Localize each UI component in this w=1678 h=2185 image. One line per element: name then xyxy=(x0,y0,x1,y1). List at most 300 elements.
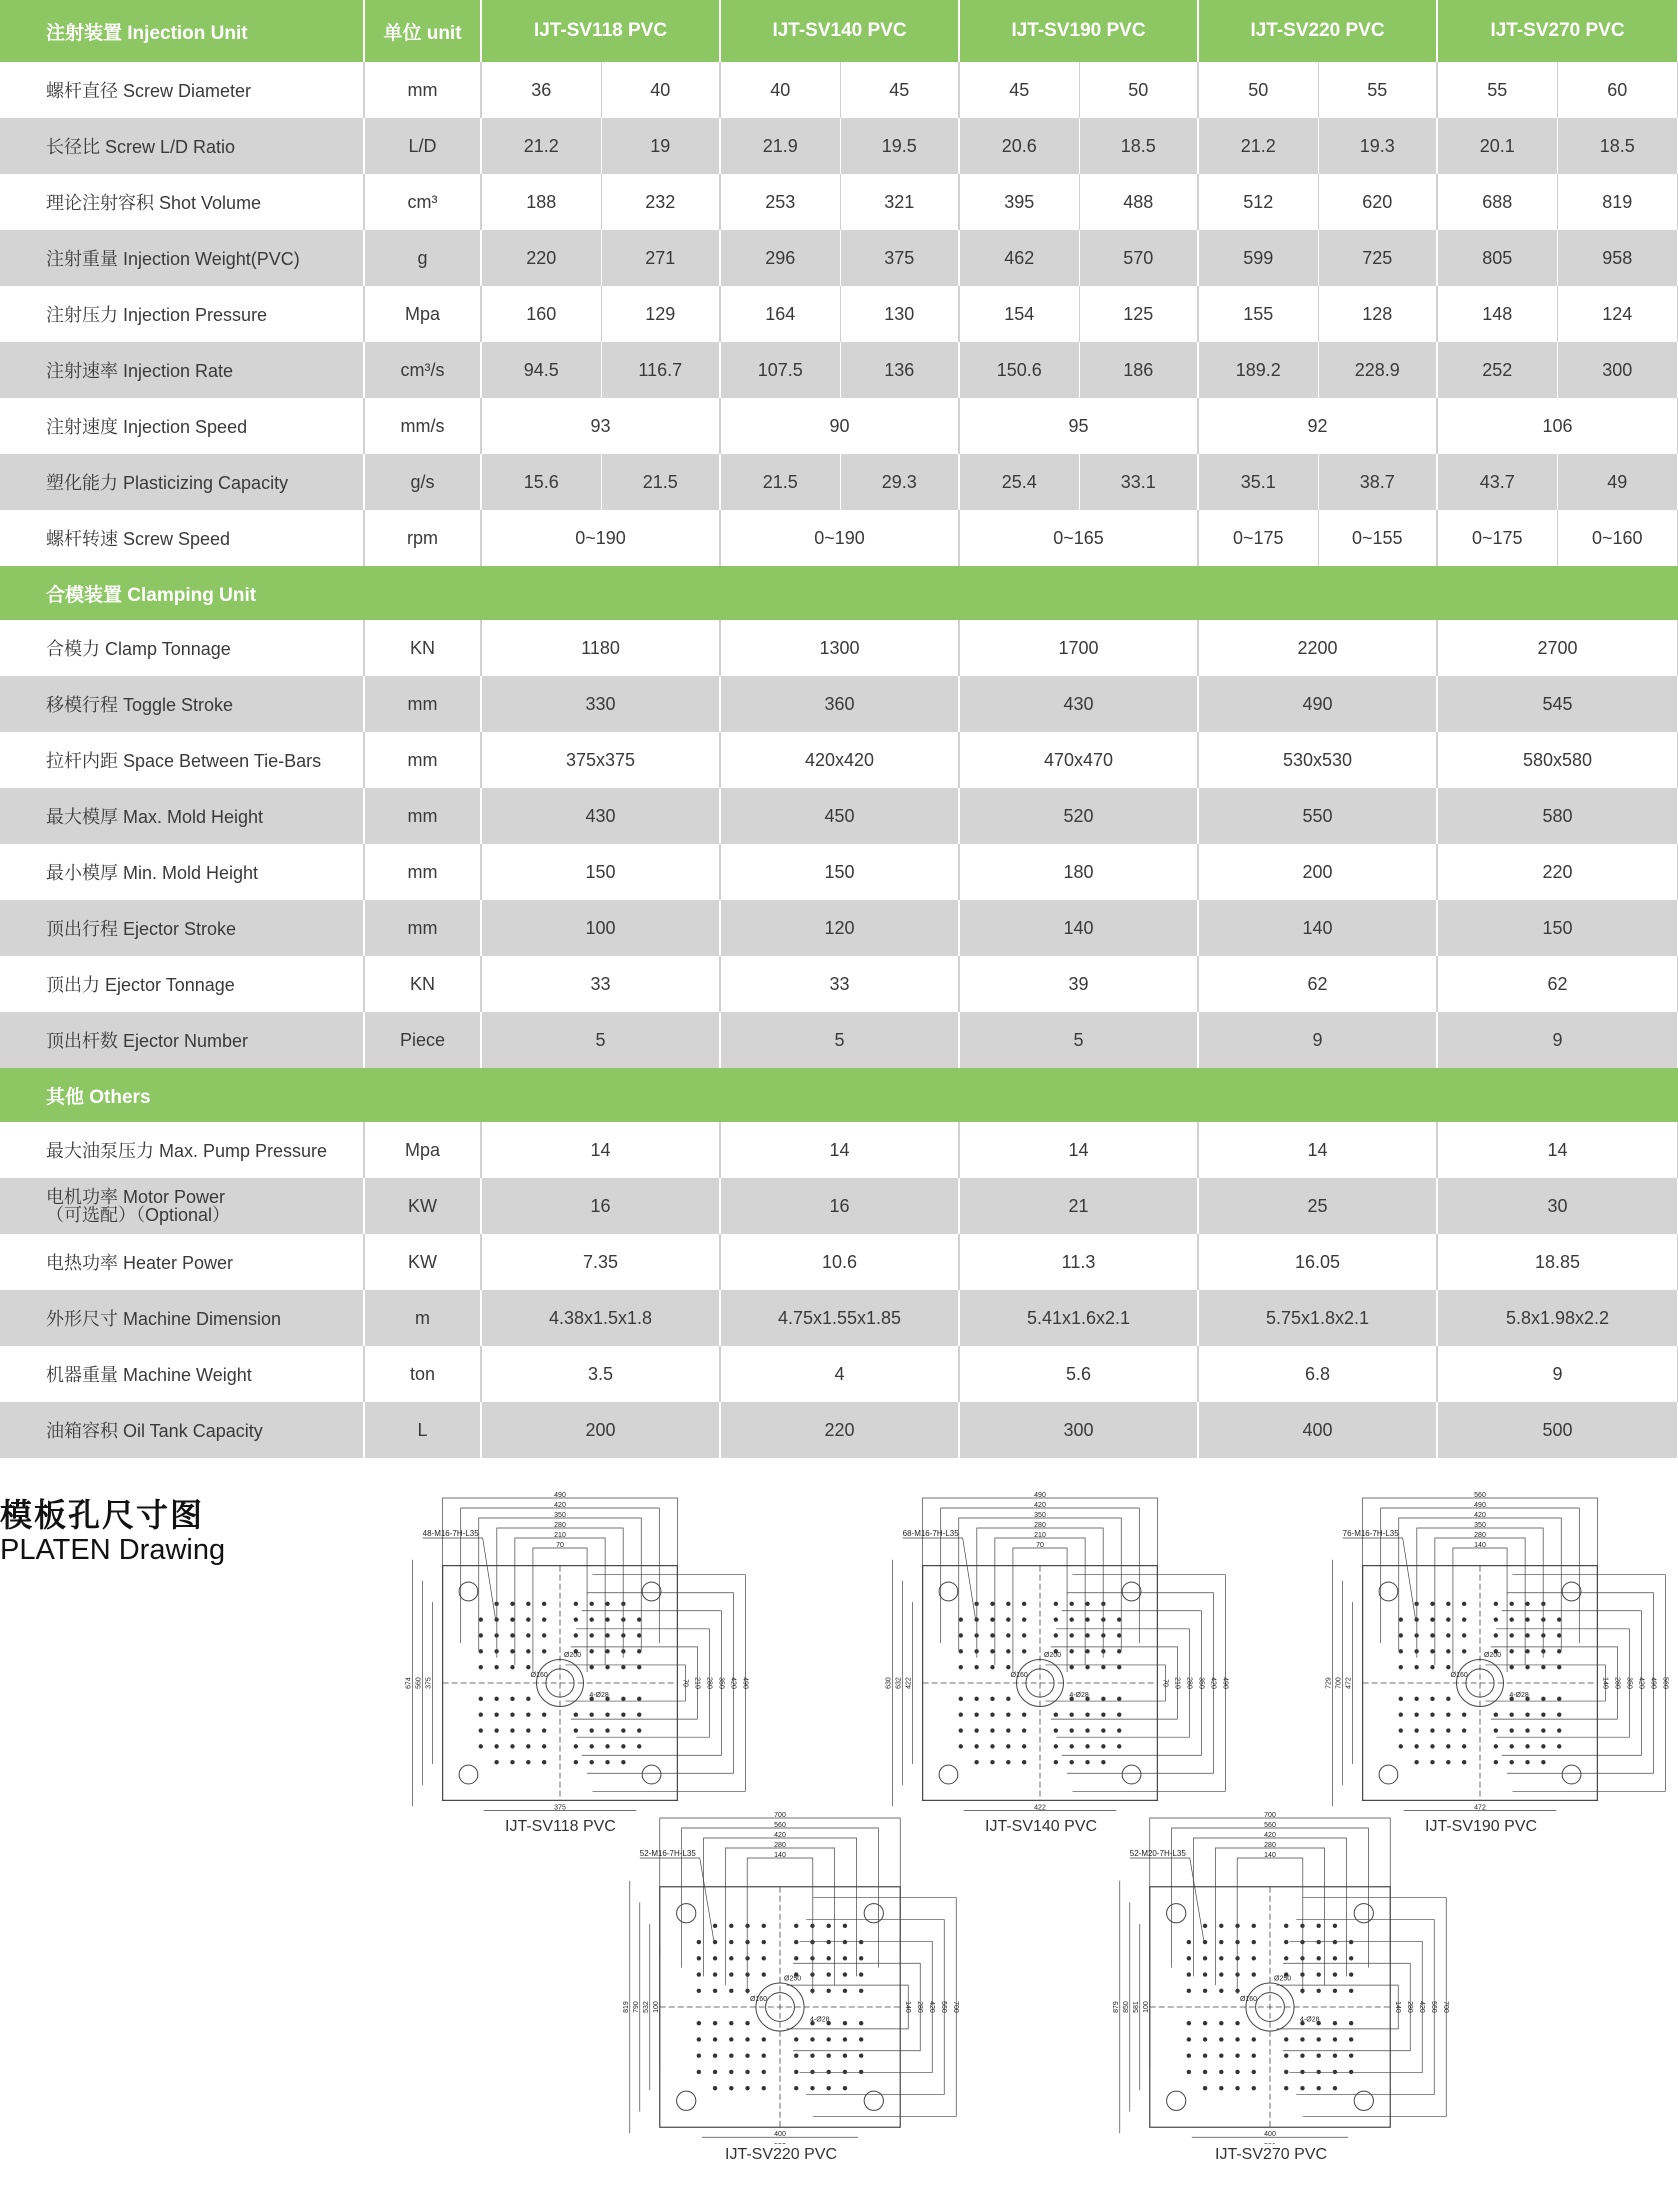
mounting-hole xyxy=(605,1617,609,1621)
mounting-hole xyxy=(479,1712,483,1716)
mounting-hole xyxy=(1022,1649,1026,1653)
mounting-hole xyxy=(859,1956,863,1960)
tie-bar-hole xyxy=(939,1765,958,1784)
mounting-hole xyxy=(1187,1940,1191,1944)
unit-cell: L xyxy=(364,1402,481,1458)
mounting-hole xyxy=(1430,1744,1434,1748)
mounting-hole xyxy=(729,1924,733,1928)
hole-callout: 76-M16-7H-L35 xyxy=(1342,1529,1399,1538)
tie-bar-hole xyxy=(864,1904,883,1923)
mounting-hole xyxy=(1494,1602,1498,1606)
mounting-hole xyxy=(605,1744,609,1748)
platen-drawing xyxy=(810,1490,1250,1835)
row-label-text: 螺杆直径 Screw Diameter xyxy=(46,81,252,101)
value-cell: 5.75x1.8x2.1 xyxy=(1198,1290,1437,1346)
mounting-hole xyxy=(526,1760,530,1764)
mounting-hole xyxy=(1525,1633,1529,1637)
mounting-hole xyxy=(794,1940,798,1944)
dimension-label: 560 xyxy=(940,2001,948,2013)
mounting-hole xyxy=(1203,2021,1207,2025)
row-label-text: 塑化能力 Plasticizing Capacity xyxy=(46,473,289,493)
value-cell: 5.41x1.6x2.1 xyxy=(959,1290,1198,1346)
unit-cell: mm xyxy=(364,732,481,788)
mounting-hole xyxy=(1006,1633,1010,1637)
mounting-hole xyxy=(1187,2053,1191,2057)
value-cell: 395 xyxy=(959,174,1079,230)
table-row xyxy=(0,230,1678,286)
mounting-hole xyxy=(1219,2053,1223,2057)
mounting-hole xyxy=(589,1617,593,1621)
value-cell: 462 xyxy=(959,230,1079,286)
mounting-hole xyxy=(542,1633,546,1637)
mounting-hole xyxy=(1054,1744,1058,1748)
value-cell: 19.3 xyxy=(1318,118,1437,174)
value-cell: 40 xyxy=(601,62,720,118)
dimension-label: 700 xyxy=(1264,1812,1276,1819)
platen-caption: IJT-SV270 PVC xyxy=(1215,2146,1328,2163)
unit-cell: L/D xyxy=(364,118,481,174)
value-cell: 4 xyxy=(720,1346,959,1402)
ring-diameter-label: Ø160 xyxy=(1239,1995,1258,2003)
mounting-hole xyxy=(1399,1697,1403,1701)
value-cell: 7.35 xyxy=(481,1234,720,1290)
row-label xyxy=(0,118,364,174)
value-cell: 130 xyxy=(840,286,959,342)
mounting-hole xyxy=(1069,1760,1073,1764)
value-cell: 300 xyxy=(1557,342,1678,398)
value-cell: 155 xyxy=(1198,286,1318,342)
dimension-label: 210 xyxy=(1034,1532,1046,1539)
tie-bar-hole xyxy=(1354,1904,1373,1923)
value-cell: 1180 xyxy=(481,620,720,676)
mounting-hole xyxy=(1316,1972,1320,1976)
row-label-text: 长径比 Screw L/D Ratio xyxy=(46,137,236,157)
mounting-hole xyxy=(843,2086,847,2090)
mounting-hole xyxy=(843,2070,847,2074)
mounting-hole xyxy=(1414,1712,1418,1716)
unit-cell: Mpa xyxy=(364,1122,481,1178)
mounting-hole xyxy=(810,2070,814,2074)
dimension-label: 729 xyxy=(1325,1677,1333,1689)
mounting-hole xyxy=(1541,1712,1545,1716)
value-cell: 60 xyxy=(1557,62,1678,118)
value-cell: 500 xyxy=(1437,1402,1678,1458)
value-cell: 150 xyxy=(1437,900,1678,956)
mounting-hole xyxy=(1219,2086,1223,2090)
mounting-hole xyxy=(1316,2053,1320,2057)
tie-bar-hole xyxy=(459,1765,478,1784)
row-label xyxy=(0,62,364,118)
mounting-hole xyxy=(479,1744,483,1748)
mounting-hole xyxy=(794,2070,798,2074)
mounting-hole xyxy=(1101,1760,1105,1764)
value-cell: 49 xyxy=(1557,454,1678,510)
dimension-label: 210 xyxy=(1173,1677,1181,1689)
mounting-hole xyxy=(479,1697,483,1701)
mounting-hole xyxy=(959,1665,963,1669)
mounting-hole xyxy=(1252,1972,1256,1976)
value-cell: 43.7 xyxy=(1437,454,1557,510)
mounting-hole xyxy=(713,2070,717,2074)
mounting-hole xyxy=(826,2037,830,2041)
row-label xyxy=(0,956,364,1012)
center-diameter-label: Ø250 xyxy=(784,1975,802,1983)
value-cell: 107.5 xyxy=(720,342,840,398)
row-label-text: 电热功率 Heater Power xyxy=(46,1253,234,1273)
mounting-hole xyxy=(526,1602,530,1606)
mounting-hole xyxy=(794,2086,798,2090)
mounting-hole xyxy=(1117,1617,1121,1621)
mounting-hole xyxy=(810,2053,814,2057)
mounting-hole xyxy=(589,1602,593,1606)
mounting-hole xyxy=(1117,1665,1121,1669)
unit-cell: g xyxy=(364,230,481,286)
table-row xyxy=(0,844,1678,900)
mounting-hole xyxy=(605,1728,609,1732)
value-cell: 62 xyxy=(1437,956,1678,1012)
mounting-hole xyxy=(1022,1712,1026,1716)
mounting-hole xyxy=(1349,1989,1353,1993)
mounting-hole xyxy=(510,1649,514,1653)
mounting-hole xyxy=(729,2086,733,2090)
row-label-text: 机器重量 Machine Weight xyxy=(46,1365,252,1385)
mounting-hole xyxy=(1430,1633,1434,1637)
value-cell: 420x420 xyxy=(720,732,959,788)
mounting-hole xyxy=(1349,1940,1353,1944)
mounting-hole xyxy=(1069,1665,1073,1669)
mounting-hole xyxy=(1006,1649,1010,1653)
mounting-hole xyxy=(794,1924,798,1928)
mounting-hole xyxy=(697,2070,701,2074)
mounting-hole xyxy=(1284,1940,1288,1944)
row-label xyxy=(0,788,364,844)
mounting-hole xyxy=(990,1617,994,1621)
mounting-hole xyxy=(637,1712,641,1716)
mounting-hole xyxy=(1316,1940,1320,1944)
mounting-hole xyxy=(1525,1712,1529,1716)
table-row xyxy=(0,900,1678,956)
mounting-hole xyxy=(1085,1665,1089,1669)
dimension-label: 420 xyxy=(729,1677,737,1689)
mounting-hole xyxy=(1462,1617,1466,1621)
mounting-hole xyxy=(1006,1760,1010,1764)
mounting-hole xyxy=(1006,1697,1010,1701)
value-cell: 50 xyxy=(1198,62,1318,118)
mounting-hole xyxy=(1022,1728,1026,1732)
mounting-hole xyxy=(959,1649,963,1653)
value-cell: 15.6 xyxy=(481,454,601,510)
mounting-hole xyxy=(826,2070,830,2074)
value-cell: 150.6 xyxy=(959,342,1079,398)
table-row xyxy=(0,1122,1678,1178)
row-label-text: 最小模厚 Min. Mold Height xyxy=(46,863,259,883)
platen-caption: IJT-SV190 PVC xyxy=(1425,1818,1538,1835)
value-cell: 470x470 xyxy=(959,732,1198,788)
hole-callout: 52-M16-7H-L35 xyxy=(639,1849,696,1858)
mounting-hole xyxy=(1117,1744,1121,1748)
value-cell: 30 xyxy=(1437,1178,1678,1234)
value-cell: 520 xyxy=(959,788,1198,844)
mounting-hole xyxy=(762,2070,766,2074)
tie-bar-hole xyxy=(1167,2091,1186,2110)
dimension-label: 140 xyxy=(904,2001,912,2013)
value-cell: 106 xyxy=(1437,398,1678,454)
value-cell: 0~190 xyxy=(481,510,720,566)
value-cell: 164 xyxy=(720,286,840,342)
mounting-hole xyxy=(1187,2070,1191,2074)
unit-cell: mm xyxy=(364,788,481,844)
dimension-label: 490 xyxy=(741,1677,749,1689)
mounting-hole xyxy=(1525,1760,1529,1764)
mounting-hole xyxy=(826,1972,830,1976)
value-cell: 21.2 xyxy=(481,118,601,174)
mounting-hole xyxy=(1509,1728,1513,1732)
mounting-hole xyxy=(1101,1744,1105,1748)
mounting-hole xyxy=(1316,1956,1320,1960)
mounting-hole xyxy=(1541,1760,1545,1764)
mounting-hole xyxy=(1525,1602,1529,1606)
mounting-hole xyxy=(713,2086,717,2090)
value-cell: 25.4 xyxy=(959,454,1079,510)
mounting-hole xyxy=(1446,1728,1450,1732)
mounting-hole xyxy=(1054,1760,1058,1764)
dimension-label: 280 xyxy=(705,1677,713,1689)
dimension-label: 422 xyxy=(905,1677,913,1689)
tie-bar-hole xyxy=(642,1582,661,1601)
mounting-hole xyxy=(729,1989,733,1993)
dimension-label: 280 xyxy=(1185,1677,1193,1689)
tie-bar-hole xyxy=(1354,2091,1373,2110)
tie-bar-hole xyxy=(677,1904,696,1923)
table-row xyxy=(0,118,1678,174)
row-label xyxy=(0,1290,364,1346)
unit-cell: Piece xyxy=(364,1012,481,1068)
dimension-label: 790 xyxy=(632,2001,640,2013)
mounting-hole xyxy=(1414,1760,1418,1764)
mounting-hole xyxy=(1284,2053,1288,2057)
mounting-hole xyxy=(574,1633,578,1637)
mounting-hole xyxy=(843,2037,847,2041)
row-label xyxy=(0,1402,364,1458)
center-diameter-label: Ø250 xyxy=(1274,1975,1292,1983)
mounting-hole xyxy=(1117,1712,1121,1716)
mounting-hole xyxy=(1446,1633,1450,1637)
dimension-label: 560 xyxy=(1474,1492,1486,1499)
mounting-hole xyxy=(974,1744,978,1748)
small-hole-label: 4-Ø28 xyxy=(1509,1692,1529,1700)
mounting-hole xyxy=(1446,1649,1450,1653)
dimension-label: 280 xyxy=(916,2001,924,2013)
row-label xyxy=(0,1346,364,1402)
mounting-hole xyxy=(843,1940,847,1944)
dimension-label: 420 xyxy=(1264,1832,1276,1839)
mounting-hole xyxy=(1557,1649,1561,1653)
mounting-hole xyxy=(1509,1760,1513,1764)
dimension-label: 350 xyxy=(554,1512,566,1519)
value-cell: 154 xyxy=(959,286,1079,342)
value-cell: 450 xyxy=(720,788,959,844)
unit-cell: KN xyxy=(364,956,481,1012)
value-cell: 5 xyxy=(720,1012,959,1068)
mounting-hole xyxy=(1300,2037,1304,2041)
unit-cell: m xyxy=(364,1290,481,1346)
value-cell: 124 xyxy=(1557,286,1678,342)
mounting-hole xyxy=(1446,1712,1450,1716)
mounting-hole xyxy=(1541,1728,1545,1732)
mounting-hole xyxy=(1203,2053,1207,2057)
mounting-hole xyxy=(1187,2037,1191,2041)
row-label-text: 顶出行程 Ejector Stroke xyxy=(46,919,237,939)
platen-svg xyxy=(810,1490,1250,1816)
value-cell: 55 xyxy=(1437,62,1557,118)
value-cell: 252 xyxy=(1437,342,1557,398)
dimension-label: 879 xyxy=(1112,2001,1120,2013)
mounting-hole xyxy=(1203,1924,1207,1928)
value-cell: 5 xyxy=(481,1012,720,1068)
mounting-hole xyxy=(1006,1712,1010,1716)
value-cell: 805 xyxy=(1437,230,1557,286)
mounting-hole xyxy=(1022,1744,1026,1748)
dimension-label: 420 xyxy=(1474,1512,1486,1519)
mounting-hole xyxy=(605,1760,609,1764)
table-row xyxy=(0,398,1678,454)
value-cell: 18.5 xyxy=(1557,118,1678,174)
mounting-hole xyxy=(745,2086,749,2090)
mounting-hole xyxy=(1462,1633,1466,1637)
mounting-hole xyxy=(1085,1712,1089,1716)
unit-cell: ton xyxy=(364,1346,481,1402)
mounting-hole xyxy=(1252,2053,1256,2057)
mounting-hole xyxy=(1187,1989,1191,1993)
value-cell: 5.8x1.98x2.2 xyxy=(1437,1290,1678,1346)
mounting-hole xyxy=(621,1697,625,1701)
mounting-hole xyxy=(990,1697,994,1701)
ring-diameter-label: Ø160 xyxy=(1450,1672,1468,1680)
value-cell: 580 xyxy=(1437,788,1678,844)
mounting-hole xyxy=(526,1665,530,1669)
mounting-hole xyxy=(637,1744,641,1748)
unit-cell: mm xyxy=(364,676,481,732)
value-cell: 140 xyxy=(959,900,1198,956)
mounting-hole xyxy=(1333,2053,1337,2057)
unit-cell: mm/s xyxy=(364,398,481,454)
mounting-hole xyxy=(1446,1665,1450,1669)
platen-svg xyxy=(330,1490,770,1816)
mounting-hole xyxy=(1219,2021,1223,2025)
mounting-hole xyxy=(1219,2037,1223,2041)
mounting-hole xyxy=(637,1665,641,1669)
mounting-hole xyxy=(1509,1617,1513,1621)
dimension-label: 472 xyxy=(1345,1677,1353,1689)
ring-diameter-label: Ø160 xyxy=(1010,1672,1028,1680)
table-row xyxy=(0,174,1678,230)
mounting-hole xyxy=(713,1924,717,1928)
mounting-hole xyxy=(1446,1617,1450,1621)
mounting-hole xyxy=(589,1728,593,1732)
mounting-hole xyxy=(1399,1633,1403,1637)
mounting-hole xyxy=(1069,1602,1073,1606)
value-cell: 2700 xyxy=(1437,620,1678,676)
dimension-label: 532 xyxy=(642,2001,650,2013)
dimension-label: 280 xyxy=(1264,1842,1276,1849)
mounting-hole xyxy=(1430,1602,1434,1606)
dimension-label: 472 xyxy=(1474,1804,1486,1812)
mounting-hole xyxy=(1316,1924,1320,1928)
mounting-hole xyxy=(1399,1712,1403,1716)
mounting-hole xyxy=(1252,2070,1256,2074)
mounting-hole xyxy=(1054,1602,1058,1606)
value-cell: 360 xyxy=(720,676,959,732)
dimension-label: 560 xyxy=(774,1822,786,1829)
mounting-hole xyxy=(1462,1728,1466,1732)
mounting-hole xyxy=(974,1728,978,1732)
mounting-hole xyxy=(494,1728,498,1732)
mounting-hole xyxy=(1509,1649,1513,1653)
dimension-label: 280 xyxy=(1406,2001,1414,2013)
unit-cell: mm xyxy=(364,900,481,956)
dimension-label: 375 xyxy=(554,1804,566,1812)
hole-callout: 48-M16-7H-L35 xyxy=(422,1529,479,1538)
mounting-hole xyxy=(1557,1665,1561,1669)
dimension-label: 490 xyxy=(1474,1502,1486,1509)
mounting-hole xyxy=(859,2037,863,2041)
platen-title-en: PLATEN Drawing xyxy=(0,1534,226,1566)
dimension-label: 140 xyxy=(1394,2001,1402,2013)
dimension-label: 100 xyxy=(652,2001,660,2013)
row-label-text: 电机功率 Motor Power xyxy=(46,1187,226,1207)
mounting-hole xyxy=(542,1617,546,1621)
mounting-hole xyxy=(510,1665,514,1669)
mounting-hole xyxy=(621,1665,625,1669)
mounting-hole xyxy=(1557,1744,1561,1748)
mounting-hole xyxy=(1333,1956,1337,1960)
value-cell: 186 xyxy=(1079,342,1198,398)
mounting-hole xyxy=(1399,1728,1403,1732)
mounting-hole xyxy=(1349,2070,1353,2074)
mounting-hole xyxy=(1333,1972,1337,1976)
mounting-hole xyxy=(1219,1972,1223,1976)
center-diameter-label: Ø200 xyxy=(1044,1652,1062,1660)
mounting-hole xyxy=(1022,1617,1026,1621)
unit-cell: cm³/s xyxy=(364,342,481,398)
unit-cell: KW xyxy=(364,1178,481,1234)
tie-bar-hole xyxy=(939,1582,958,1601)
mounting-hole xyxy=(843,2053,847,2057)
mounting-hole xyxy=(794,2037,798,2041)
model-heading: IJT-SV270 PVC xyxy=(1437,0,1678,62)
value-cell: 25 xyxy=(1198,1178,1437,1234)
mounting-hole xyxy=(1219,1989,1223,1993)
mounting-hole xyxy=(526,1697,530,1701)
mounting-hole xyxy=(843,2021,847,2025)
mounting-hole xyxy=(1494,1760,1498,1764)
value-cell: 150 xyxy=(720,844,959,900)
mounting-hole xyxy=(974,1712,978,1716)
mounting-hole xyxy=(762,1972,766,1976)
dimension-label: 420 xyxy=(774,1832,786,1839)
value-cell: 160 xyxy=(481,286,601,342)
unit-heading: 单位 unit xyxy=(364,0,481,62)
mounting-hole xyxy=(574,1617,578,1621)
value-cell: 220 xyxy=(720,1402,959,1458)
mounting-hole xyxy=(1219,1956,1223,1960)
mounting-hole xyxy=(574,1760,578,1764)
table-row xyxy=(0,732,1678,788)
value-cell: 125 xyxy=(1079,286,1198,342)
value-cell: 958 xyxy=(1557,230,1678,286)
mounting-hole xyxy=(542,1649,546,1653)
value-cell: 10.6 xyxy=(720,1234,959,1290)
